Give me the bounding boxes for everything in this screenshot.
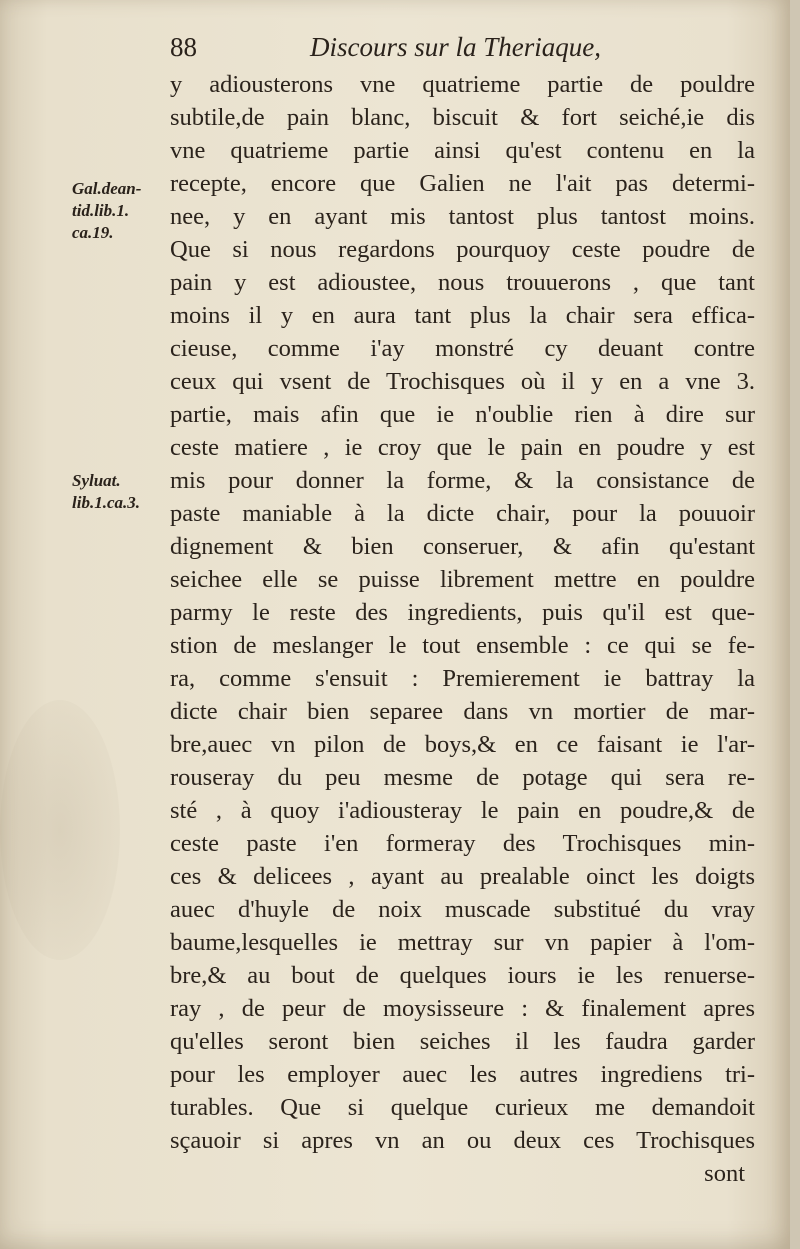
text-line: auec d'huyle de noix muscade substitué du vray	[170, 896, 755, 923]
text-line: ceste matiere , ie croy que le pain en poudre y est	[170, 434, 755, 461]
running-title: Discours sur la Theriaque,	[310, 32, 602, 62]
text-line: ceux qui vsent de Trochisques où il y en a vne 3.	[170, 368, 755, 395]
text-line: subtile,de pain blanc, biscuit & fort seiché,ie dis	[170, 104, 755, 131]
text-line: moins il y en aura tant plus la chair sera effica-	[170, 302, 755, 329]
text-line: vne quatrieme partie ainsi qu'est contenu en la	[170, 137, 755, 164]
margin-note-line: ca.19.	[72, 223, 114, 242]
margin-note-galien	[72, 178, 141, 244]
margin-note-line: Syluat.	[72, 471, 121, 490]
text-line: qu'elles seront bien seiches il les faudra garder	[170, 1028, 755, 1055]
text-line: pour les employer auec les autres ingrediens tri-	[170, 1061, 755, 1088]
margin-note-syluat	[72, 470, 140, 514]
text-line: dicte chair bien separee dans vn mortier de mar-	[170, 698, 755, 725]
text-line: bre,& au bout de quelques iours ie les renuerse-	[170, 962, 755, 989]
text-line: pain y est adioustee, nous trouuerons , que tant	[170, 269, 755, 296]
text-line: turables. Que si quelque curieux me demandoit	[170, 1094, 755, 1121]
margin-note-line: lib.1.ca.3.	[72, 493, 140, 512]
text-line: stion de meslanger le tout ensemble : ce qui se fe-	[170, 632, 755, 659]
margin-note-line: tid.lib.1.	[72, 201, 130, 220]
page-stain	[0, 700, 120, 960]
text-line: partie, mais afin que ie n'oublie rien à dire sur	[170, 401, 755, 428]
text-line: ra, comme s'ensuit : Premierement ie battray la	[170, 665, 755, 692]
text-line: bre,auec vn pilon de boys,& en ce faisant ie l'ar-	[170, 731, 755, 758]
text-line: baume,lesquelles ie mettray sur vn papier à l'om-	[170, 929, 755, 956]
text-line: paste maniable à la dicte chair, pour la pouuoir	[170, 500, 755, 527]
text-line: ray , de peur de moysisseure : & finalement apres	[170, 995, 755, 1022]
margin-note-line: Gal.dean-	[72, 179, 142, 198]
text-line: nee, y en ayant mis tantost plus tantost moins.	[170, 203, 755, 230]
text-line: seichee elle se puisse librement mettre en pouldre	[170, 566, 755, 593]
page-header	[170, 32, 760, 72]
text-line: sté , à quoy i'adiousteray le pain en poudre,& de	[170, 797, 755, 824]
text-line: parmy le reste des ingredients, puis qu'il est que-	[170, 599, 755, 626]
text-line: ces & delicees , ayant au prealable oinct les doigts	[170, 863, 755, 890]
catchword: sont	[704, 1160, 745, 1187]
text-line: recepte, encore que Galien ne l'ait pas determi-	[170, 170, 755, 197]
text-line: Que si nous regardons pourquoy ceste poudre de	[170, 236, 755, 263]
body-text	[170, 68, 755, 1190]
text-line: sçauoir si apres vn an ou deux ces Trochisques	[170, 1127, 755, 1154]
text-line: y adiousterons vne quatrieme partie de pouldre	[170, 71, 755, 98]
text-line: dignement & bien conseruer, & afin qu'estant	[170, 533, 755, 560]
text-line: rouseray du peu mesme de potage qui sera re-	[170, 764, 755, 791]
text-line: ceste paste i'en formeray des Trochisques min-	[170, 830, 755, 857]
page-number: 88	[170, 32, 197, 62]
text-line: cieuse, comme i'ay monstré cy deuant contre	[170, 335, 755, 362]
text-line: mis pour donner la forme, & la consistance de	[170, 467, 755, 494]
